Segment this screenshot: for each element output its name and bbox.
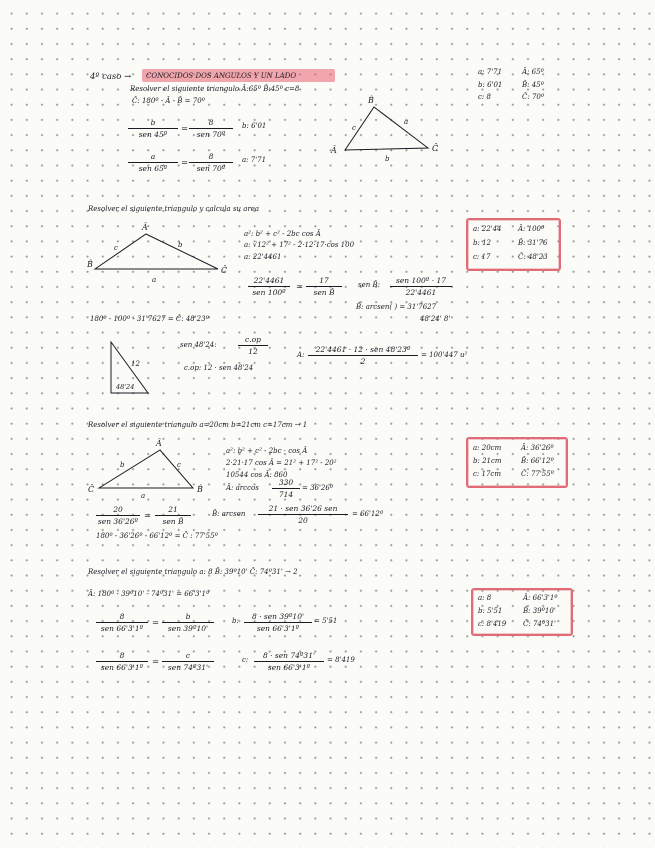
s3-summary-c: c: 17cm <box>473 470 501 478</box>
s2-arcsin-b: B̂: arcsen( ) = 31'7627 <box>356 303 437 311</box>
s1-summary-a: a: 7'71 <box>478 68 503 76</box>
s1-tri-vertex-c: Ĉ <box>432 144 439 153</box>
s3-tri-side-c: c <box>177 461 181 469</box>
s4-c-result: = 8'419 <box>327 656 355 664</box>
s4-fraction-8-a: 8 sen 66'3'1º <box>96 612 148 633</box>
s3-fraction-20: 20 sen 36'26º <box>97 505 139 526</box>
s3-angle-b-result: = 66'12º <box>352 510 384 518</box>
s4-heading: Resolver el siguiente triangulo a: 8 B̂: 39º10' Ĉ: 74º31' → 2 <box>88 568 298 576</box>
s2-heading: Resolver el siguiente triangulo y calcula su area <box>88 205 260 213</box>
s3-law-of-cosines: a²: b² + c² - 2bc · cos Â <box>226 447 308 455</box>
s1-heading-highlighted-text: CONOCIDOS DOS ANGULOS Y UN LADO <box>146 72 297 80</box>
s4-b-result: = 5'51 <box>314 617 338 625</box>
s3-tri-side-a: a <box>141 492 146 500</box>
s1-heading: 4º caso → <box>90 72 132 82</box>
s1-summary-b: b: 6'01 <box>478 81 503 89</box>
s3-arcsin-label: B̂: arcsen <box>212 510 246 518</box>
s2-area-label: A: <box>297 351 305 359</box>
s2-tri-side-b: b <box>178 241 183 249</box>
s2-area-fraction: 22'4461 · 12 · sen 48'23º 2 <box>308 345 418 366</box>
s2-area-result: = 100'447 u² <box>421 351 468 359</box>
s1-tri-side-b: b <box>385 155 390 163</box>
s2-equals: = <box>296 282 304 292</box>
s4-b-fraction: 8 · sen 39º10' sen 66'3'1º <box>244 612 312 633</box>
s1-tri-vertex-a: Â <box>331 146 337 155</box>
s2-fraction-a: 22'4461 sen 100º <box>248 276 290 297</box>
s2-sen-b-label: sen B̂: <box>358 281 380 289</box>
s3-fraction-21: 21 sen B̂ <box>155 505 191 526</box>
s1-summary-c: c: 8 <box>478 93 491 101</box>
s2-tri-vertex-b: B̂ <box>87 260 93 269</box>
s2-tri-side-c: c <box>114 244 118 252</box>
s2-right-tri-angle: 48'24 <box>116 383 135 391</box>
s3-tri-vertex-c: Ĉ <box>88 485 95 494</box>
s4-summary-A: Â: 66'3'1º <box>523 594 558 602</box>
s2-tri-vertex-c: Ĉ <box>221 266 228 275</box>
s3-cos-value: 10544 cos Â: 860 <box>226 471 288 479</box>
s4-fraction-c: c sen 74º31' <box>162 651 214 672</box>
s1-b-result: b: 6'01 <box>242 122 267 130</box>
s1-fraction-8-70-b: 8 sen 70º <box>189 152 233 173</box>
s2-summary-c: c: 17 <box>473 253 491 261</box>
s2-tri-side-a: a <box>152 276 157 284</box>
s3-tri-vertex-a: Â <box>156 439 162 448</box>
s2-summary-C: Ĉ: 48'23 <box>518 253 548 261</box>
s1-summary-A: Â: 65º <box>522 68 544 76</box>
s4-fraction-8-a-2: 8 sen 66'3'1º <box>96 651 148 672</box>
s3-summary-box <box>466 437 568 488</box>
s2-fraction-sen-b: sen 100º · 17 22'4461 <box>390 276 452 297</box>
s4-fraction-b: b sen 39º10' <box>162 612 214 633</box>
s4-equals-2: = <box>152 657 160 667</box>
s2-substitution: a: √12² + 17² - 2·12·17·cos 100 <box>244 241 355 249</box>
s3-angle-a-result: = 36'26º <box>302 484 334 492</box>
s1-equals: = <box>181 124 189 134</box>
s2-arcsin-b-deg: 48'24' 8' <box>420 315 451 323</box>
s4-c-fraction: 8 · sen 74º31' sen 66'3'1º <box>254 651 324 672</box>
s1-fraction-b: b sen 45º <box>128 118 178 139</box>
s1-statement: Resolver el siguiente triangulo Â:65º B̂:45º c=8 <box>130 85 300 93</box>
s2-summary-b: b: 12 <box>473 239 491 247</box>
s3-summary-a: a: 20cm <box>473 444 502 452</box>
s2-cop-value: c.op: 12 · sen 48'24 <box>184 364 254 372</box>
s1-fraction-a: a sen 65º <box>128 152 178 173</box>
s2-summary-a: a: 22'44 <box>473 225 502 233</box>
s2-summary-A: Â: 100º <box>518 225 545 233</box>
s3-tri-vertex-b: B̂ <box>197 485 203 494</box>
s3-summary-b: b: 21cm <box>473 457 502 465</box>
s4-summary-c: c: 8'419 <box>478 620 507 628</box>
s1-a-result: a: 7'71 <box>242 156 267 164</box>
s2-angle-c: 180º - 100º - 31'7627 = Ĉ: 48'23º <box>90 315 209 323</box>
s3-summary-C: Ĉ: 77'55º <box>521 470 554 478</box>
s2-tri-vertex-a: Â <box>142 223 148 232</box>
s4-summary-b: b: 5'51 <box>478 607 503 615</box>
s1-fraction-8-70: 8 sen 70º <box>189 118 233 139</box>
s1-c-angle: Ĉ: 180º - Â - B̂ = 70º <box>132 97 205 105</box>
s2-a-value: a: 22'4461 <box>244 253 282 261</box>
s2-right-tri-hypotenuse: 12 <box>131 360 140 368</box>
s3-tri-side-b: b <box>120 461 125 469</box>
s3-arcsin-fraction: 21 · sen 36'26 sen 20 <box>258 504 348 525</box>
s4-summary-B: B̂: 39º10' <box>523 607 556 615</box>
s4-c-label: c: <box>242 656 249 664</box>
s4-equals: = <box>152 618 160 628</box>
s1-tri-vertex-b: B̂ <box>368 96 374 105</box>
s1-tri-side-c: c <box>352 124 356 132</box>
s4-summary-box <box>471 588 573 636</box>
s3-summary-A: Â: 36'26º <box>521 444 554 452</box>
s4-b-label: b: <box>232 617 239 625</box>
s2-fraction-cop: $\frac{c.op}{12}$ <box>238 335 268 356</box>
s3-equals: = <box>144 511 152 521</box>
s3-arccos-label: Â: arccos <box>226 484 259 492</box>
s1-equals-2: = <box>181 158 189 168</box>
s1-tri-side-a: a <box>404 118 409 126</box>
s3-heading: Resolver el siguiente triangulo a=20cm b=21cm c=17cm → 1 <box>88 421 308 429</box>
s3-arccos-fraction: $\frac{330}{714}$ <box>272 478 300 499</box>
s4-summary-C: Ĉ: 74º31' <box>523 620 556 628</box>
s2-fraction-17: 17 sen B̂ <box>306 276 342 297</box>
s2-law-of-cosines: a²: b² + c² - 2bc cos Â <box>244 230 321 238</box>
s2-summary-B: B̂: 31'76 <box>518 239 548 247</box>
s2-sin-label: sen 48'24: <box>180 341 217 349</box>
s3-rearranged: 2·21·17 cos Â = 21² + 17² - 20² <box>226 459 337 467</box>
s3-angle-c: 180º - 36'26º - 66'12º = Ĉ : 77'55º <box>96 532 218 540</box>
s3-summary-B: B̂: 66'12º <box>521 457 554 465</box>
s1-summary-B: B̂: 45º <box>522 81 544 89</box>
s4-summary-a: a: 8 <box>478 594 492 602</box>
s4-angle-a: Â: 180º - 39º10' - 74º31' = 66'3'1º <box>88 590 210 598</box>
s1-summary-C: Ĉ: 70º <box>522 93 545 101</box>
